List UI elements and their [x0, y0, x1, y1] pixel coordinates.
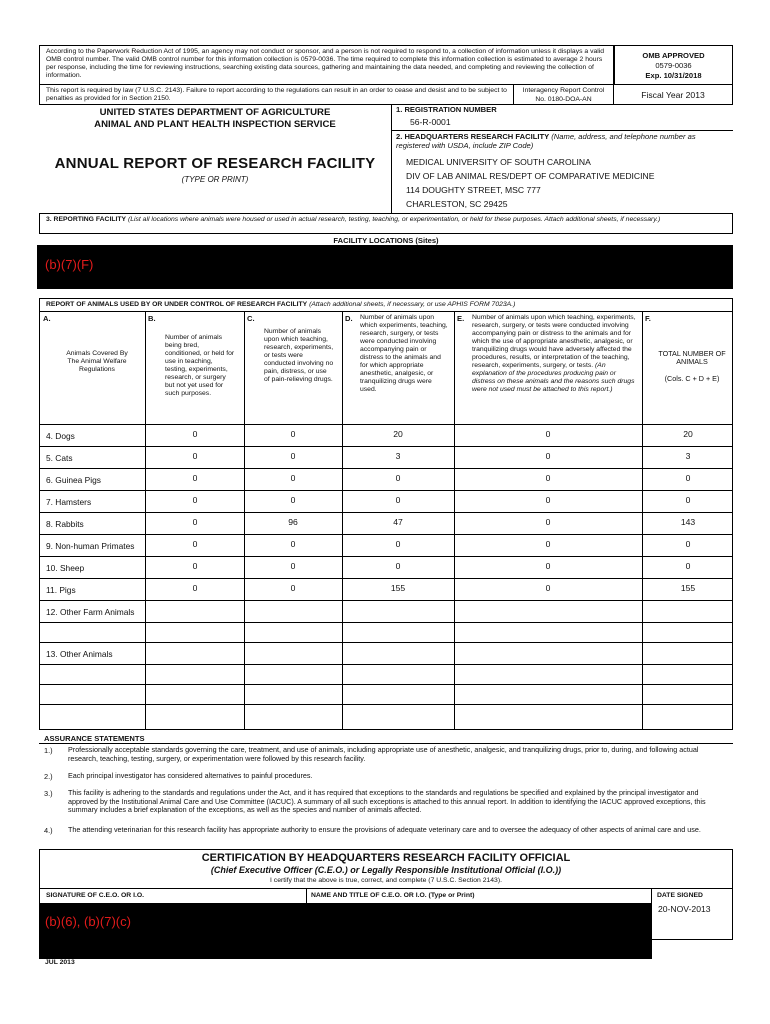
- row-divider: [40, 512, 732, 513]
- cell-col-d: 0: [395, 473, 401, 483]
- registration-label: 1. REGISTRATION NUMBER: [396, 105, 497, 114]
- col-e-letter: E.: [457, 314, 465, 323]
- row-label: 8. Rabbits: [46, 519, 84, 529]
- hq-line-4: CHARLESTON, SC 29425: [406, 199, 508, 209]
- certification-heading: CERTIFICATION BY HEADQUARTERS RESEARCH FACILITY OFFICIAL: [201, 852, 571, 864]
- headquarters-box: [391, 130, 733, 214]
- registration-number: 56-R-0001: [410, 117, 451, 127]
- reporting-facility-note: (List all locations where animals were housed or used in actual research, testing, teaching, or experimentation, or held for these purposes. Attach additional sheets, if necessary.): [127, 216, 661, 223]
- certification-box: [39, 849, 733, 889]
- row-label: 9. Non-human Primates: [46, 541, 135, 551]
- cell-col-f: 0: [685, 473, 691, 483]
- cell-col-e: 0: [545, 451, 551, 461]
- cell-col-e: 0: [545, 429, 551, 439]
- assurance-3-text: This facility is adhering to the standards and regulations under the Act, and it has required that exceptions to the standards and regulations be specified and explained by the principal investigator and approved by the Institutional Animal Care and Use Committee (IACUC). A summary of all such exceptions is attached to this annual report. In addition to identifying the IACUC approved exceptions, this summary includes a brief explanation of the exceptions, as well as the species and number of animals affected.: [68, 788, 706, 815]
- row-label: 4. Dogs: [46, 431, 75, 441]
- cell-col-d: 47: [393, 517, 403, 527]
- signature-label: SIGNATURE OF C.E.O. OR I.O.: [46, 892, 145, 899]
- row-divider: [40, 600, 732, 601]
- row-label: 11. Pigs: [46, 585, 76, 595]
- assurance-rule: [39, 743, 733, 744]
- report-heading-box: [39, 298, 733, 312]
- report-heading-note: (Attach additional sheets, if necessary, or use APHIS FORM 7023A.): [309, 301, 516, 308]
- assurance-2-num: 2.): [44, 772, 53, 781]
- cell-col-f: 0: [685, 495, 691, 505]
- cell-col-f: 0: [685, 539, 691, 549]
- col-f-letter: F.: [645, 314, 651, 323]
- report-heading-text: [46, 301, 515, 309]
- hq-line-2: DIV OF LAB ANIMAL RES/DEPT OF COMPARATIVE MEDICINE: [406, 171, 655, 181]
- agency-line2: ANIMAL AND PLANT HEALTH INSPECTION SERVICE: [94, 119, 336, 130]
- row-divider: [40, 578, 732, 579]
- cell-col-e: 0: [545, 517, 551, 527]
- cell-col-b: 0: [192, 429, 198, 439]
- col-a-header: Animals Covered By The Animal Welfare Regulations: [66, 350, 128, 373]
- omb-box: [614, 45, 733, 85]
- assurance-4-text: The attending veterinarian for this research facility has appropriate authority to ensure the provisions of adequate veterinary care and to oversee the adequacy of other aspects of animal care and use.: [68, 825, 701, 834]
- reporting-facility-text: [46, 216, 726, 224]
- date-signed: 20-NOV-2013: [658, 904, 711, 914]
- reporting-facility-label: 3. REPORTING FACILITY: [46, 216, 127, 223]
- cell-col-c: 0: [290, 539, 296, 549]
- row-label: 5. Cats: [46, 453, 73, 463]
- omb-number: 0579-0036: [655, 61, 692, 70]
- cell-col-e: 0: [545, 495, 551, 505]
- hq-line-1: MEDICAL UNIVERSITY OF SOUTH CAROLINA: [406, 157, 591, 167]
- row-divider: [40, 622, 732, 623]
- report-heading: REPORT OF ANIMALS USED BY OR UNDER CONTROL OF RESEARCH FACILITY: [46, 301, 308, 308]
- cell-col-d: 0: [395, 495, 401, 505]
- cell-col-e: 0: [545, 473, 551, 483]
- col-b-letter: B.: [148, 314, 156, 323]
- cell-col-d: 0: [395, 561, 401, 571]
- headquarters-note: (Name, address, and telephone number as registered with USDA, include ZIP Code): [396, 132, 696, 150]
- agency-line1: UNITED STATES DEPARTMENT OF AGRICULTURE: [99, 107, 331, 118]
- law-notice-box: [39, 84, 514, 105]
- cell-col-e: 0: [545, 561, 551, 571]
- fiscal-year-box: [613, 84, 733, 105]
- col-d-header: Number of animals upon which experiments, teaching, research, surgery, or tests were conducted involving accompanying pain or distress to the animals and for which appropriate anesthetic, analgesic, or tranquilizing drugs were used.: [360, 314, 448, 393]
- row-divider: [40, 446, 732, 447]
- assurance-2-text: Each principal investigator has considered alternatives to painful procedures.: [68, 771, 313, 780]
- cell-col-c: 0: [290, 583, 296, 593]
- certification-statement: I certify that the above is true, correct, and complete (7 U.S.C. Section 2143).: [270, 877, 502, 884]
- cell-col-e: 0: [545, 583, 551, 593]
- law-notice: This report is required by law (7 U.S.C. 2143). Failure to report according to the regulations can result in an order to cease and desist and to be subject to penalties as provided for in Section 2150.: [46, 87, 507, 102]
- form-date: JUL 2013: [45, 959, 75, 966]
- cell-col-d: 20: [393, 429, 403, 439]
- assurance-1-num: 1.): [44, 746, 53, 755]
- cell-col-b: 0: [192, 583, 198, 593]
- cell-col-b: 0: [192, 495, 198, 505]
- col-divider: [642, 312, 643, 729]
- cell-col-f: 20: [683, 429, 693, 439]
- col-f-header: TOTAL NUMBER OF ANIMALS: [658, 349, 726, 366]
- col-d-letter: D.: [345, 314, 353, 323]
- omb-exp: Exp. 10/31/2018: [645, 71, 702, 80]
- cell-col-d: 3: [395, 451, 401, 461]
- cell-col-e: 0: [545, 539, 551, 549]
- facility-locations-label: FACILITY LOCATIONS (Sites): [333, 236, 439, 245]
- assurance-3-num: 3.): [44, 789, 53, 798]
- assurance-heading: ASSURANCE STATEMENTS: [44, 734, 145, 743]
- col-c-letter: C.: [247, 314, 255, 323]
- col-f-formula: (Cols. C + D + E): [664, 374, 720, 383]
- signature-redaction-code: (b)(6), (b)(7)(c): [45, 914, 131, 929]
- row-divider: [40, 704, 732, 705]
- cell-col-c: 0: [290, 495, 296, 505]
- headquarters-label-wrap: [396, 132, 716, 150]
- paperwork-notice-box: [39, 45, 614, 85]
- form-subtitle: (TYPE OR PRINT): [181, 175, 249, 184]
- cell-col-f: 143: [680, 517, 696, 527]
- assurance-1-text: Professionally acceptable standards governing the care, treatment, and use of animals, including appropriate use of anesthetic, analgesic, and tranquilizing drugs, prior to, during, and following actual research, teaching, testing, surgery, or experimentation were followed by this research facility.: [68, 745, 699, 763]
- assurance-4-num: 4.): [44, 826, 53, 835]
- interagency-line1: Interagency Report Control: [522, 87, 605, 94]
- col-divider: [454, 312, 455, 729]
- omb-approved: OMB APPROVED: [642, 51, 705, 60]
- row-label: 6. Guinea Pigs: [46, 475, 101, 485]
- name-title-label-wrap: [311, 892, 475, 900]
- row-divider: [40, 664, 732, 665]
- header-divider: [40, 424, 732, 425]
- cell-col-c: 0: [290, 429, 296, 439]
- hq-line-3: 114 DOUGHTY STREET, MSC 777: [406, 185, 541, 195]
- col-divider: [244, 312, 245, 729]
- row-label: 12. Other Farm Animals: [46, 607, 135, 617]
- date-label: DATE SIGNED: [657, 892, 703, 899]
- cell-col-f: 0: [685, 561, 691, 571]
- cell-col-c: 0: [290, 561, 296, 571]
- col-e-header-text: Number of animals upon which teaching, experiments, research, surgery, or tests were conducted involving accompanying pain or distress to the animals and for which the use of appropriate anesthetic, analgesic, or tranquilizing drugs would have adversely affected the procedures, results, or interpretation of the teaching, research, experiments, surgery, or tests.: [472, 314, 636, 369]
- row-label: 7. Hamsters: [46, 497, 92, 507]
- cell-col-c: 0: [290, 473, 296, 483]
- facility-locations-redaction: [37, 245, 733, 289]
- cell-col-d: 0: [395, 539, 401, 549]
- row-divider: [40, 556, 732, 557]
- cell-col-b: 0: [192, 539, 198, 549]
- cell-col-c: 0: [290, 451, 296, 461]
- col-a-letter: A.: [43, 314, 51, 323]
- cell-col-b: 0: [192, 451, 198, 461]
- form-title: ANNUAL REPORT OF RESEARCH FACILITY: [54, 155, 376, 172]
- col-divider: [145, 312, 146, 729]
- row-divider: [40, 642, 732, 643]
- paperwork-notice: According to the Paperwork Reduction Act of 1995, an agency may not conduct or sponsor, and a person is not required to respond to, a collection of information unless it displays a valid OMB control number. The valid OMB control number for this information collection is 0579-0036. The time required to complete this information collection is estimated to average 2 hours per response, including the time for reviewing instructions, searching existing data sources, gathering and maintaining the data needed, and completing and reviewing the collection of information.: [46, 48, 605, 79]
- row-label: 10. Sheep: [46, 563, 85, 573]
- row-label: 13. Other Animals: [46, 649, 113, 659]
- name-title-label: NAME AND TITLE OF C.E.O. OR I.O. (Type or Print): [311, 892, 475, 899]
- cell-col-f: 3: [685, 451, 691, 461]
- col-divider: [342, 312, 343, 729]
- interagency-line2: No. 0180-DOA-AN: [535, 96, 592, 103]
- col-e-header: [472, 314, 637, 394]
- cell-col-d: 155: [390, 583, 406, 593]
- animal-report-table: [39, 311, 733, 730]
- signature-redaction: [39, 903, 652, 959]
- date-box: [651, 888, 733, 940]
- certification-subheading: (Chief Executive Officer (C.E.O.) or Legally Responsible Institutional Official (I.O.)): [210, 865, 562, 875]
- cell-col-c: 96: [288, 517, 298, 527]
- facility-redaction-code: (b)(7)(F): [45, 257, 94, 272]
- interagency-box: [513, 84, 614, 105]
- col-e-header-note: (An explanation of the procedures producing pain or distress on these animals and the reasons such drugs were not used must be attached to this report.): [472, 362, 635, 393]
- row-divider: [40, 684, 732, 685]
- cell-col-b: 0: [192, 517, 198, 527]
- col-c-header: Number of animals upon which teaching, research, experiments, or tests were conducted involving no pain, distress, or use of pain-relieving drugs.: [264, 328, 334, 383]
- row-divider: [40, 490, 732, 491]
- fiscal-year: Fiscal Year 2013: [641, 90, 705, 100]
- row-divider: [40, 534, 732, 535]
- headquarters-label: 2. HEADQUARTERS RESEARCH FACILITY: [396, 132, 550, 141]
- registration-box: [391, 104, 733, 131]
- reporting-facility-box: [39, 213, 733, 234]
- cell-col-b: 0: [192, 473, 198, 483]
- col-b-header: Number of animals being bred, conditioned, or held for use in teaching, testing, experiments, research, or surgery but not yet used for such purposes.: [165, 334, 235, 397]
- cell-col-b: 0: [192, 561, 198, 571]
- row-divider: [40, 468, 732, 469]
- cell-col-f: 155: [680, 583, 696, 593]
